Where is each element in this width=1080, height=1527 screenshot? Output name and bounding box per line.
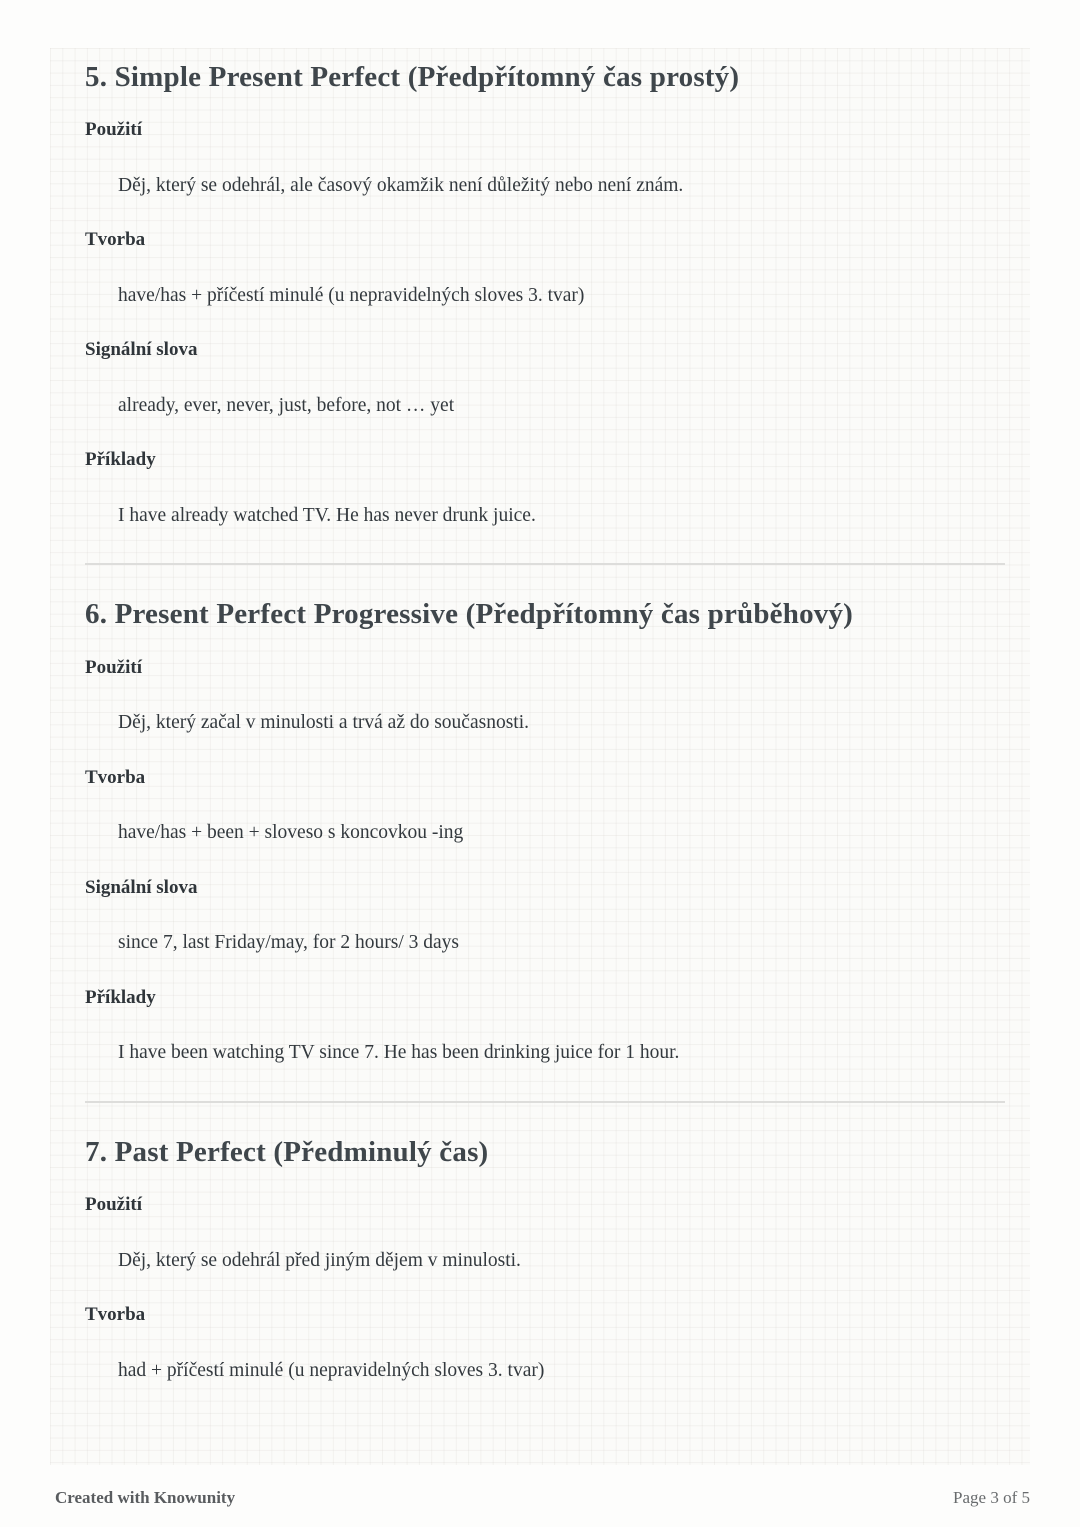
grid-paper-page — [50, 48, 1030, 1465]
section-heading: 6. Present Perfect Progressive (Předpřítomný čas průběhový) — [85, 598, 854, 631]
block-label-tvorba: Tvorba — [85, 229, 146, 251]
block-text-signalni-slova: since 7, last Friday/may, for 2 hours/ 3 days — [118, 932, 460, 954]
block-label-pouziti: Použití — [85, 656, 142, 678]
section-heading: 5. Simple Present Perfect (Předpřítomný čas prostý) — [85, 61, 740, 93]
block-label-pouziti: Použití — [85, 119, 142, 141]
block-text-pouziti: Děj, který se odehrál, ale časový okamžik není důležitý nebo není znám. — [118, 174, 684, 196]
section-divider — [85, 1101, 1005, 1103]
block-label-signalni-slova: Signální slova — [85, 339, 198, 361]
block-label-tvorba: Tvorba — [85, 1304, 146, 1326]
page-footer — [55, 1483, 1030, 1513]
block-text-priklady: I have been watching TV since 7. He has been drinking juice for 1 hour. — [118, 1042, 680, 1064]
section-past-perfect — [85, 1133, 1005, 1383]
block-text-pouziti: Děj, který se odehrál před jiným dějem v minulosti. — [118, 1249, 521, 1271]
footer-page-number: Page 3 of 5 — [953, 1488, 1030, 1507]
section-simple-present-perfect — [85, 58, 1005, 528]
block-label-pouziti: Použití — [85, 1194, 142, 1216]
footer-credit: Created with Knowunity — [55, 1488, 236, 1507]
block-label-priklady: Příklady — [85, 986, 156, 1008]
section-present-perfect-progressive — [85, 595, 1005, 1065]
section-heading: 7. Past Perfect (Předminulý čas) — [85, 1135, 489, 1168]
block-label-tvorba: Tvorba — [85, 766, 146, 788]
block-text-signalni-slova: already, ever, never, just, before, not … yet — [118, 395, 455, 417]
block-text-pouziti: Děj, který začal v minulosti a trvá až do současnosti. — [118, 712, 530, 734]
block-text-tvorba: have/has + been + sloveso s koncovkou -ing — [118, 822, 464, 844]
block-label-priklady: Příklady — [85, 449, 156, 471]
block-text-priklady: I have already watched TV. He has never drunk juice. — [118, 505, 536, 527]
block-text-tvorba: have/has + příčestí minulé (u nepravidelných sloves 3. tvar) — [118, 284, 585, 306]
block-label-signalni-slova: Signální slova — [85, 876, 198, 898]
section-divider — [85, 563, 1005, 565]
block-text-tvorba: had + příčestí minulé (u nepravidelných sloves 3. tvar) — [118, 1359, 545, 1381]
